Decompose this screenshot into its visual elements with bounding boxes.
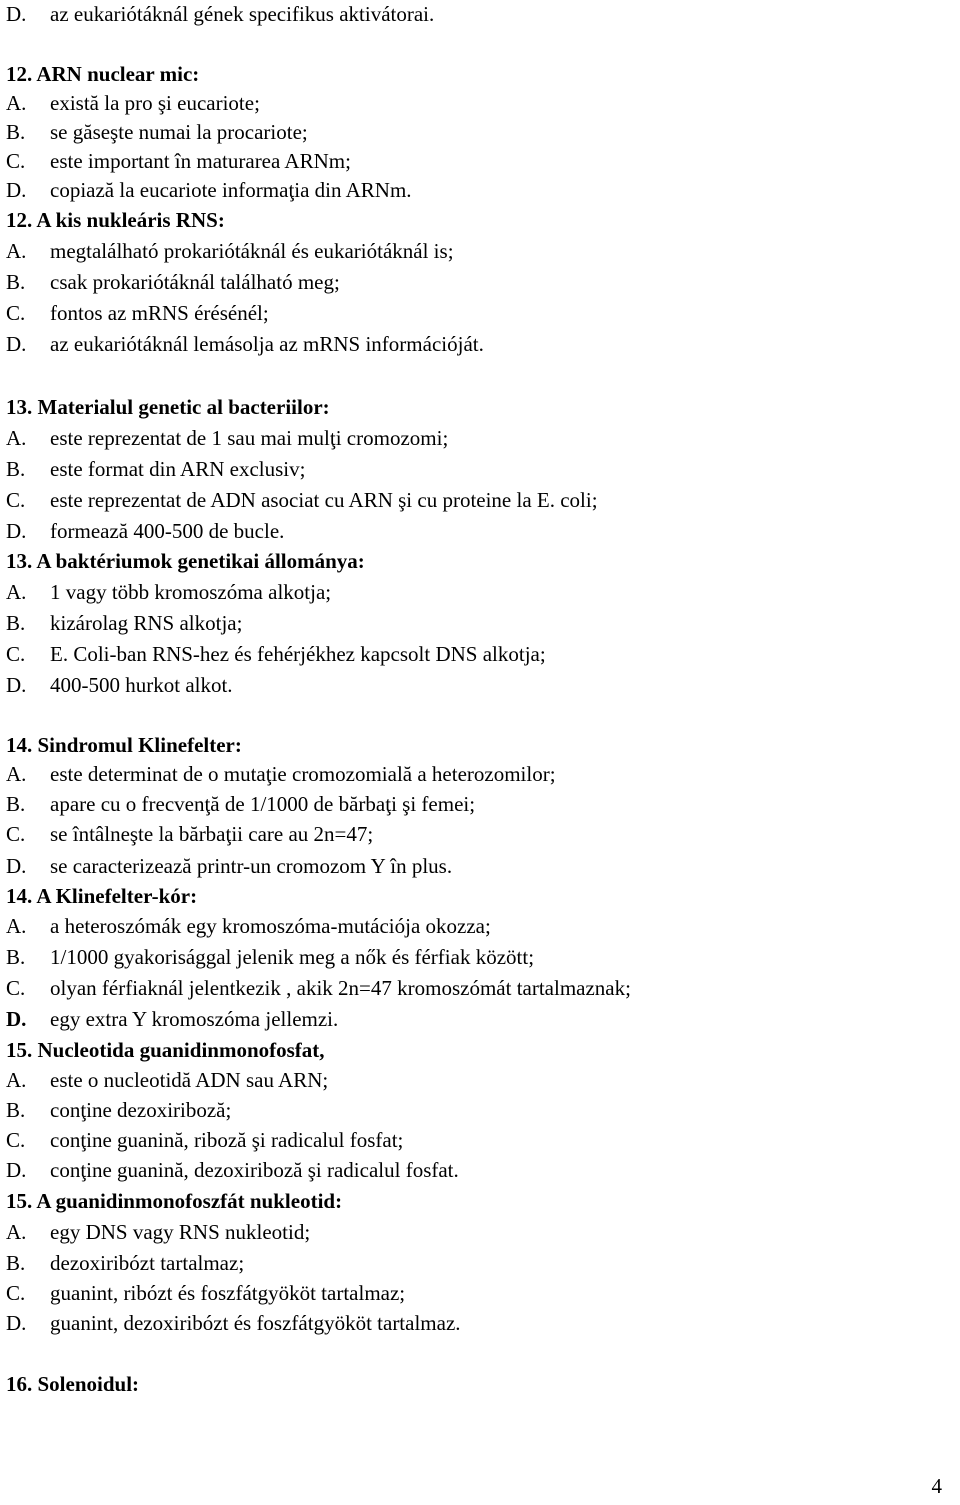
question-heading: 14. A Klinefelter-kór: [6, 884, 198, 908]
answer-line: B. csak prokariótáknál található meg; [6, 270, 340, 294]
question-heading: 15. Nucleotida guanidinmonofosfat, [6, 1038, 325, 1062]
answer-line: B. conţine dezoxiriboză; [6, 1098, 232, 1122]
answer-line: A. este o nucleotidă ADN sau ARN; [6, 1068, 329, 1092]
answer-line: B. 1/1000 gyakorisággal jelenik meg a nők és férfiak között; [6, 945, 535, 969]
answer-line: C. fontos az mRNS érésénél; [6, 301, 269, 325]
answer-line: B. se găseşte numai la procariote; [6, 120, 308, 144]
answer-line: D. egy extra Y kromoszóma jellemzi. [6, 1007, 339, 1031]
answer-line: A. megtalálható prokariótáknál és eukariótáknál is; [6, 239, 454, 263]
answer-line: C. guanint, ribózt és foszfátgyököt tartalmaz; [6, 1281, 406, 1305]
answer-line: C. este important în maturarea ARNm; [6, 149, 351, 173]
question-heading: 12. ARN nuclear mic: [6, 62, 200, 86]
question-heading: 15. A guanidinmonofoszfát nukleotid: [6, 1189, 343, 1213]
answer-line: B. este format din ARN exclusiv; [6, 457, 306, 481]
answer-line: D. formează 400-500 de bucle. [6, 519, 285, 543]
answer-line: D. guanint, dezoxiribózt és foszfátgyököt tartalmaz. [6, 1311, 461, 1335]
answer-line: D. se caracterizează printr-un cromozom Y în plus. [6, 854, 453, 878]
answer-line: D. conţine guanină, dezoxiriboză şi radicalul fosfat. [6, 1158, 459, 1182]
answer-line: C. conţine guanină, riboză şi radicalul fosfat; [6, 1128, 404, 1152]
answer-line: C. olyan férfiaknál jelentkezik , akik 2n=47 kromoszómát tartalmaznak; [6, 976, 631, 1000]
answer-line: C. este reprezentat de ADN asociat cu ARN şi cu proteine la E. coli; [6, 488, 598, 512]
question-heading: 14. Sindromul Klinefelter: [6, 733, 242, 757]
answer-line: B. dezoxiribózt tartalmaz; [6, 1251, 245, 1275]
answer-line: C. E. Coli-ban RNS-hez és fehérjékhez kapcsolt DNS alkotja; [6, 642, 546, 666]
answer-line: D. az eukariótáknál gének specifikus aktivátorai. [6, 2, 435, 26]
answer-line: D. az eukariótáknál lemásolja az mRNS információját. [6, 332, 484, 356]
question-heading: 13. A baktériumok genetikai állománya: [6, 549, 365, 573]
answer-line: A. egy DNS vagy RNS nukleotid; [6, 1220, 311, 1244]
answer-line: B. kizárolag RNS alkotja; [6, 611, 243, 635]
page-number: 4 [931, 1474, 942, 1498]
answer-line: A. este determinat de o mutaţie cromozomială a heterozomilor; [6, 762, 556, 786]
question-heading: 16. Solenoidul: [6, 1372, 140, 1396]
answer-line: C. se întâlneşte la bărbaţii care au 2n=47; [6, 822, 374, 846]
question-heading: 13. Materialul genetic al bacteriilor: [6, 395, 330, 419]
answer-line: A. a heteroszómák egy kromoszóma-mutációja okozza; [6, 914, 491, 938]
question-heading: 12. A kis nukleáris RNS: [6, 208, 225, 232]
answer-line: A. este reprezentat de 1 sau mai mulţi cromozomi; [6, 426, 449, 450]
answer-line: B. apare cu o frecvenţă de 1/1000 de bărbaţi şi femei; [6, 792, 476, 816]
answer-line: A. 1 vagy több kromoszóma alkotja; [6, 580, 332, 604]
answer-line: D. 400-500 hurkot alkot. [6, 673, 233, 697]
answer-line: A. există la pro şi eucariote; [6, 91, 260, 115]
answer-line: D. copiază la eucariote informaţia din ARNm. [6, 178, 412, 202]
